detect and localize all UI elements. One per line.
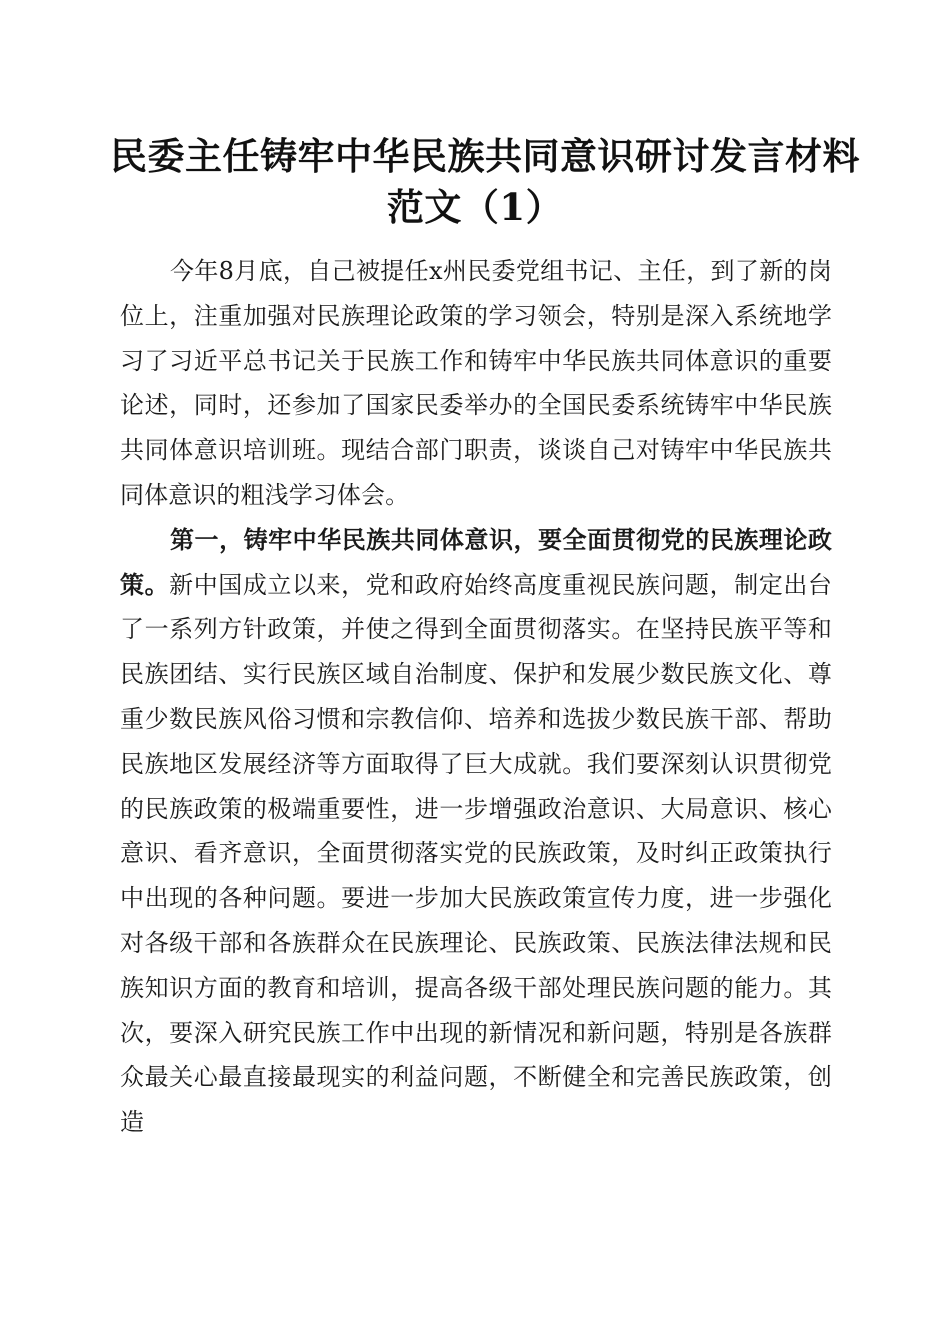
paragraph-intro-text: 今年8月底，自己被提任x州民委党组书记、主任，到了新的岗位上，注重加强对民族理论政策的学习领会，特别是深入系统地学习了习近平总书记关于民族工作和铸牢中华民族共同体意识的重要论述，同时，还参加了国家民委举办的全国民委系统铸牢中华民族共同体意识培训班。现结合部门职责，谈谈自己对铸牢中华民族共同体意识的粗浅学习体会。 — [120, 257, 832, 509]
document-title-line-2: 范文（1） — [386, 185, 564, 229]
document-title-line-1: 民委主任铸牢中华民族共同意识研讨发言材料 — [110, 134, 860, 178]
paragraph-point-one-heading: 第一，铸牢中华民族共同体意识，要全面贯彻党的民族理论政策。 — [120, 524, 832, 599]
paragraph-intro — [120, 249, 832, 518]
document-body — [120, 249, 832, 1145]
paragraph-point-one — [120, 518, 832, 1145]
paragraph-point-one-text: 新中国成立以来，党和政府始终高度重视民族问题，制定出台了一系列方针政策，并使之得到全面贯彻落实。在坚持民族平等和民族团结、实行民族区域自治制度、保护和发展少数民族文化、尊重少数民族风俗习惯和宗教信仰、培养和选拔少数民族干部、帮助民族地区发展经济等方面取得了巨大成就。我们要深刻认识贯彻党的民族政策的极端重要性，进一步增强政治意识、大局意识、核心意识、看齐意识，全面贯彻落实党的民族政策，及时纠正政策执行中出现的各种问题。要进一步加大民族政策宣传力度，进一步强化对各级干部和各族群众在民族理论、民族政策、民族法律法规和民族知识方面的教育和培训，提高各级干部处理民族问题的能力。其次，要深入研究民族工作中出现的新情况和新问题，特别是各族群众最关心最直接最现实的利益问题，不断健全和完善民族政策，创造 — [120, 570, 832, 1137]
